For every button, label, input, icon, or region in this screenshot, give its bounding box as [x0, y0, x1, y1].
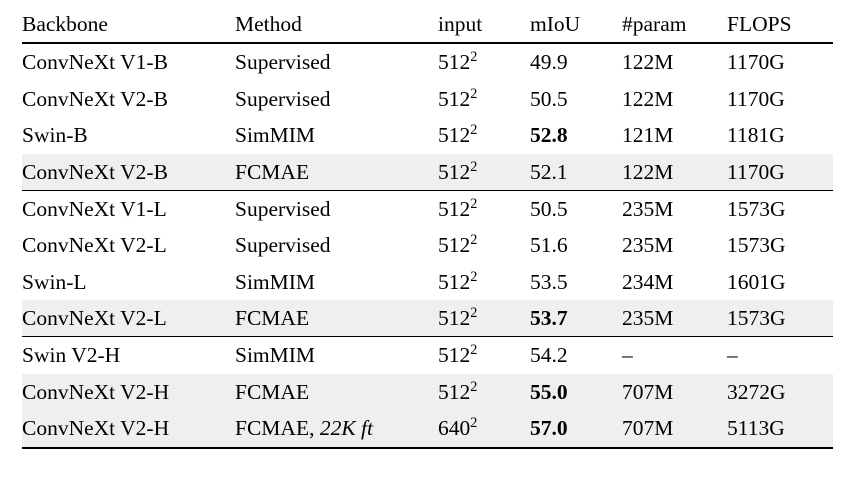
cell-input: $512^2$	[438, 49, 478, 75]
cell-param: 707M	[622, 374, 727, 410]
cell-input: $512^2$	[438, 195, 478, 221]
cell-miou: 51.6	[530, 233, 568, 258]
cell-param: 235M	[622, 300, 727, 336]
cell-backbone: ConvNeXt V2-L	[22, 233, 167, 258]
cell-param: 235M	[622, 233, 674, 258]
cell-param: 121M	[622, 123, 674, 148]
column-header-flops: FLOPS	[727, 12, 792, 36]
cell-method: SimMIM	[235, 343, 316, 368]
cell-param: –	[622, 343, 633, 368]
cell-flops: 5113G	[727, 410, 833, 446]
table-row	[22, 154, 833, 190]
cell-miou: 50.5	[530, 196, 568, 221]
cell-method: Supervised	[235, 50, 331, 75]
table-row	[22, 190, 833, 227]
column-header-miou: mIoU	[530, 12, 581, 36]
cell-flops: 1181G	[727, 123, 785, 148]
table-row	[22, 410, 833, 446]
cell-miou: 54.2	[530, 343, 568, 368]
cell-param: 235M	[622, 196, 674, 221]
cell-method: FCMAE	[235, 374, 438, 410]
cell-backbone: ConvNeXt V2-B	[22, 154, 235, 190]
table-row	[22, 374, 833, 410]
cell-input: $512^2$	[438, 300, 530, 336]
cell-backbone: Swin-B	[22, 123, 88, 148]
cell-method: Supervised	[235, 233, 331, 258]
table-body	[22, 43, 833, 447]
column-header-param: #param	[622, 12, 687, 36]
cell-param: 707M	[622, 410, 727, 446]
cell-backbone: ConvNeXt V2-H	[22, 410, 235, 446]
cell-input: $512^2$	[438, 121, 478, 148]
table-row	[22, 43, 833, 80]
cell-flops: 1170G	[727, 50, 785, 75]
cell-method: Supervised	[235, 86, 331, 111]
table-row	[22, 337, 833, 374]
cell-input: $512^2$	[438, 85, 478, 111]
cell-input: $640^2$	[438, 410, 530, 446]
cell-param: 234M	[622, 269, 674, 294]
cell-backbone: Swin V2-H	[22, 343, 121, 368]
table-row	[22, 117, 833, 153]
cell-input: $512^2$	[438, 232, 478, 258]
cell-backbone: ConvNeXt V2-L	[22, 300, 235, 336]
column-header-input: input	[438, 12, 483, 36]
table-row	[22, 81, 833, 117]
cell-flops: 1573G	[727, 196, 786, 221]
cell-input: $512^2$	[438, 374, 530, 410]
cell-method: Supervised	[235, 196, 331, 221]
cell-backbone: Swin-L	[22, 269, 87, 294]
cell-miou: 52.1	[530, 154, 622, 190]
cell-flops: 3272G	[727, 374, 833, 410]
cell-flops: 1601G	[727, 269, 786, 294]
cell-method: SimMIM	[235, 123, 316, 148]
cell-flops: 1170G	[727, 154, 833, 190]
cell-miou: 49.9	[530, 50, 568, 75]
cell-flops: –	[727, 343, 738, 368]
cell-method: FCMAE, 22K ft	[235, 410, 438, 446]
table-header	[22, 6, 833, 43]
cell-miou: 55.0	[530, 374, 622, 410]
cell-param: 122M	[622, 50, 674, 75]
cell-miou: 50.5	[530, 86, 568, 111]
column-header-method: Method	[235, 12, 302, 36]
column-header-backbone: Backbone	[22, 12, 108, 36]
cell-input: $512^2$	[438, 342, 478, 368]
cell-input: $512^2$	[438, 154, 530, 190]
results-table	[22, 6, 833, 449]
cell-backbone: ConvNeXt V2-H	[22, 374, 235, 410]
cell-param: 122M	[622, 86, 674, 111]
cell-backbone: ConvNeXt V2-B	[22, 86, 168, 111]
cell-miou: 57.0	[530, 410, 622, 446]
table-row	[22, 264, 833, 300]
cell-flops: 1170G	[727, 86, 785, 111]
table-row	[22, 227, 833, 263]
cell-flops: 1573G	[727, 300, 833, 336]
cell-miou: 53.5	[530, 269, 568, 294]
group-rule	[22, 447, 833, 448]
cell-input: $512^2$	[438, 268, 478, 294]
header-row	[22, 6, 833, 42]
cell-method: SimMIM	[235, 269, 316, 294]
cell-flops: 1573G	[727, 233, 786, 258]
method-italic-suffix: 22K ft	[319, 416, 373, 441]
cell-param: 122M	[622, 154, 727, 190]
cell-miou: 52.8	[530, 123, 568, 148]
cell-backbone: ConvNeXt V1-L	[22, 196, 167, 221]
table-row	[22, 300, 833, 336]
cell-miou: 53.7	[530, 300, 622, 336]
cell-backbone: ConvNeXt V1-B	[22, 50, 168, 75]
cell-method: FCMAE	[235, 154, 438, 190]
cell-method: FCMAE	[235, 300, 438, 336]
